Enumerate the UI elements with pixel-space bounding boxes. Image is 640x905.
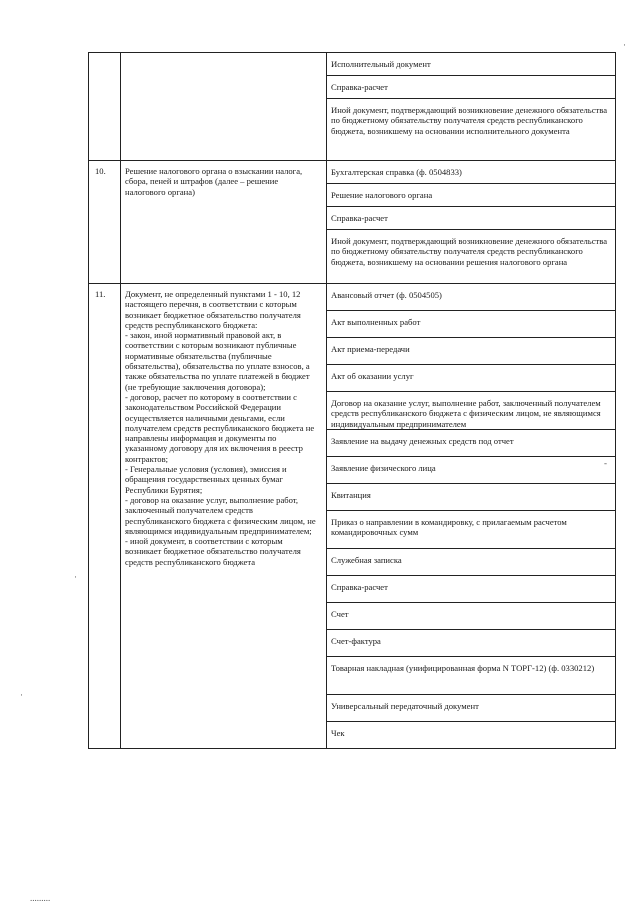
document-item: Решение налогового органа bbox=[327, 183, 615, 206]
scan-speck: · bbox=[74, 572, 77, 582]
scan-speck: · bbox=[623, 40, 626, 50]
scan-speck: · bbox=[20, 690, 23, 700]
table-row bbox=[89, 284, 616, 749]
row-number-cell bbox=[89, 53, 121, 161]
document-item: Бухгалтерская справка (ф. 0504833) bbox=[331, 167, 462, 177]
document-item: Авансовый отчет (ф. 0504505) bbox=[331, 290, 442, 300]
document-item: Приказ о направлении в командировку, с прилагаемым расчетом командировочных сумм bbox=[327, 510, 615, 548]
document-item: Счет bbox=[327, 602, 615, 629]
documents-table bbox=[88, 52, 616, 749]
document-item: Иной документ, подтверждающий возникновение денежного обязательства по бюджетному обязательству получателя средств республиканского бюджета, возникшему на основании решения налогового органа bbox=[327, 229, 615, 283]
document-item: Договор на оказание услуг, выполнение работ, заключенный получателем средств республиканского бюджета с физическим лицом, не являющимся индивидуальным предпринимателем bbox=[327, 391, 615, 429]
document-item: Товарная накладная (унифицированная форма N ТОРГ-12) (ф. 0330212) bbox=[327, 656, 615, 694]
row-documents-cell bbox=[327, 284, 616, 749]
document-item: Заявление на выдачу денежных средств под отчет bbox=[327, 429, 615, 456]
row-number-cell: 11. bbox=[89, 284, 121, 749]
row-documents-cell bbox=[327, 161, 616, 284]
document-item: Акт приема-передачи bbox=[327, 337, 615, 364]
document-item: Иной документ, подтверждающий возникновение денежного обязательства по бюджетному обязательству получателя средств республиканского бюджета, возникшему на основании исполнительного документа bbox=[327, 98, 615, 160]
scan-speck: - bbox=[604, 458, 607, 468]
row-description-cell: Документ, не определенный пунктами 1 - 10, 12 настоящего перечня, в соответствии с которым возникает бюджетное обязательство получателя средств республиканского бюджета: - закон, иной нормативный правовой акт, в соответствии с которым возникают публичные нормативные обязательства (публичные обязательства), обязательства по уплате взносов, а также обязательства по уплате платежей в бюджет (не требующие заключения договора); - договор, расчет по которому в соответствии с законодательством Российской Федерации осуществляется наличными деньгами, если получателем средств республиканского бюджета не направлены информация и документы по указанному договору для их включения в реестр контрактов; - Генеральные условия (условия), эмиссия и обращения государственных ценных бумаг Республики Бурятия; - договор на оказание услуг, выполнение работ, заключенный получателем средств республиканского бюджета с физическим лицом, не являющимся индивидуальным предпринимателем; - иной документ, в соответствии с которым возникает бюджетное обязательство получателя средств республиканского бюджета bbox=[121, 284, 327, 749]
table-row bbox=[89, 161, 616, 284]
document-item: Универсальный передаточный документ bbox=[327, 694, 615, 721]
document-item: Счет-фактура bbox=[327, 629, 615, 656]
document-item: Акт выполненных работ bbox=[327, 310, 615, 337]
document-item: Справка-расчет bbox=[327, 75, 615, 98]
table-row bbox=[89, 53, 616, 161]
document-item: Чек bbox=[327, 721, 615, 748]
row-number-cell: 10. bbox=[89, 161, 121, 284]
document-item: Исполнительный документ bbox=[331, 59, 431, 69]
scan-speck: ......... bbox=[30, 893, 51, 903]
document-item: Заявление физического лица bbox=[327, 456, 615, 483]
row-description-cell bbox=[121, 53, 327, 161]
row-description-cell: Решение налогового органа о взыскании налога, сбора, пеней и штрафов (далее – решение налогового органа) bbox=[121, 161, 327, 284]
document-item: Справка-расчет bbox=[327, 206, 615, 229]
document-item: Справка-расчет bbox=[327, 575, 615, 602]
document-item: Квитанция bbox=[327, 483, 615, 510]
row-documents-cell bbox=[327, 53, 616, 161]
document-item: Акт об оказании услуг bbox=[327, 364, 615, 391]
document-item: Служебная записка bbox=[327, 548, 615, 575]
